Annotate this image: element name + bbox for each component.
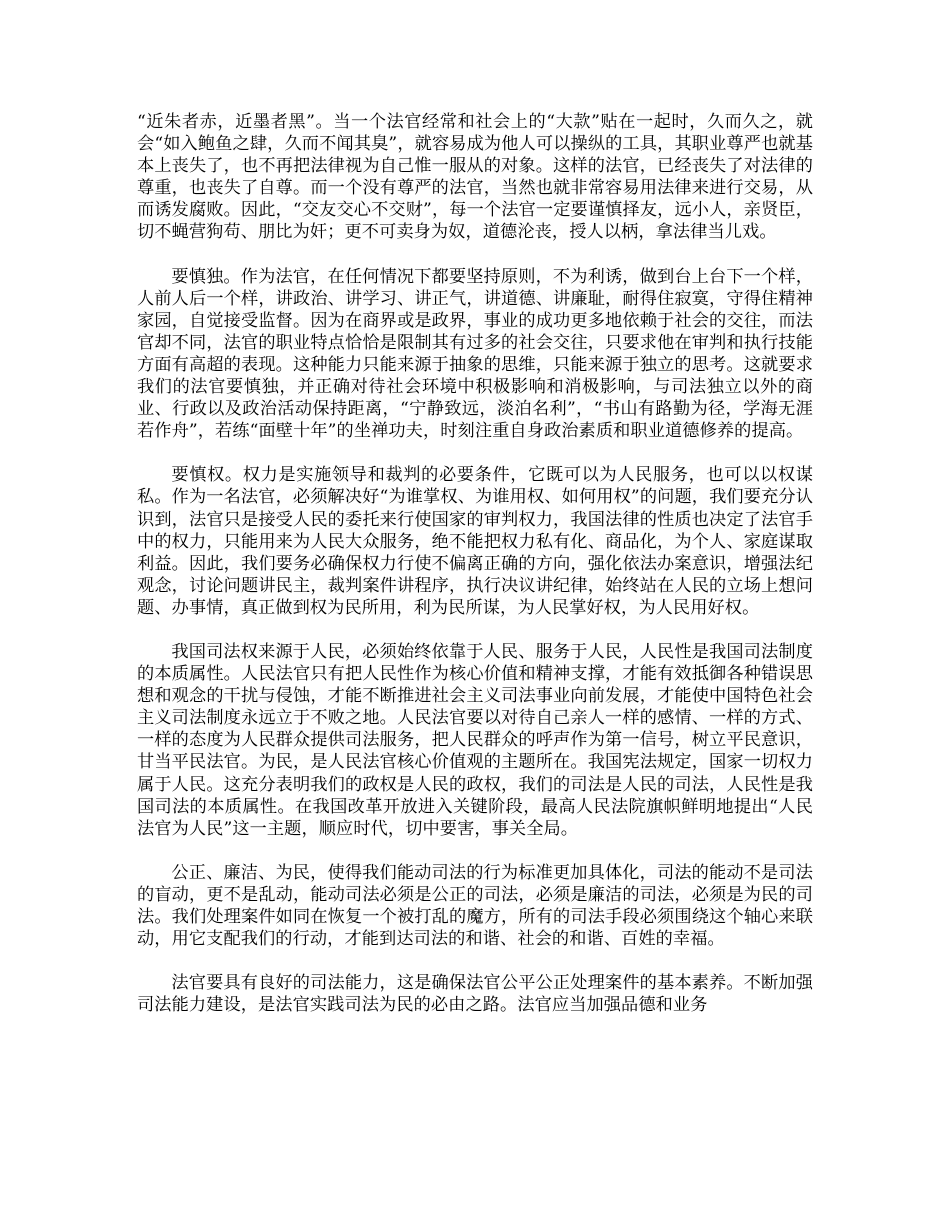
paragraph-justice: 公正、廉洁、为民，使得我们能动司法的行为标准更加具体化，司法的能动不是司法的盲动，更不是乱动，能动司法必须是公正的司法，必须是廉洁的司法，必须是为民的司法。我们处理案件如同在恢复一个被打乱的魔方，所有的司法手段必须围绕这个轴心来联动，用它支配我们的行动，才能到达司法的和谐、社会的和谐、百姓的幸福。: [137, 862, 813, 950]
document-page: [137, 111, 813, 1016]
paragraph-ability: 法官要具有良好的司法能力，这是确保法官公平公正处理案件的基本素养。不断加强司法能力建设，是法官实践司法为民的必由之路。法官应当加强品德和业务: [137, 973, 813, 1016]
paragraph-friends: “近朱者赤，近墨者黑”。当一个法官经常和社会上的“大款”贴在一起时，久而久之，就会“如入鲍鱼之肆，久而不闻其臭”，就容易成为他人可以操纵的工具，其职业尊严也就基本上丧失了，也不再把法律视为自己惟一服从的对象。这样的法官，已经丧失了对法律的尊重，也丧失了自尊。而一个没有尊严的法官，当然也就非常容易用法律来进行交易，从而诱发腐败。因此，“交友交心不交财”，每一个法官一定要谨慎择友，远小人，亲贤臣，切不蝇营狗苟、朋比为奸；更不可卖身为奴，道德沦丧，授人以柄，拿法律当儿戏。: [137, 112, 813, 243]
paragraph-power: 要慎权。权力是实施领导和裁判的必要条件，它既可以为人民服务，也可以以权谋私。作为一名法官，必须解决好“为谁掌权、为谁用权、如何用权”的问题，我们要充分认识到，法官只是接受人民的委托来行使国家的审判权力，我国法律的性质也决定了法官手中的权力，只能用来为人民大众服务，绝不能把权力私有化、商品化，为个人、家庭谋取利益。因此，我们要务必确保权力行使不偏离正确的方向，强化依法办案意识，增强法纪观念，讨论问题讲民主，裁判案件讲程序，执行决议讲纪律，始终站在人民的立场上想问题、办事情，真正做到权为民所用，利为民所谋，为人民掌好权，为人民用好权。: [137, 465, 813, 618]
paragraph-people: 我国司法权来源于人民，必须始终依靠于人民、服务于人民，人民性是我国司法制度的本质属性。人民法官只有把人民性作为核心价值和精神支撑，才能有效抵御各种错误思想和观念的干扰与侵蚀，才能不断推进社会主义司法事业向前发展，才能使中国特色社会主义司法制度永远立于不败之地。人民法官要以对待自己亲人一样的感情、一样的方式、一样的态度为人民群众提供司法服务，把人民群众的呼声作为第一信号，树立平民意识，甘当平民法官。为民，是人民法官核心价值观的主题所在。我国宪法规定，国家一切权力属于人民。这充分表明我们的政权是人民的政权，我们的司法是人民的司法，人民性是我国司法的本质属性。在我国改革开放进入关键阶段，最高人民法院旗帜鲜明地提出“人民法官为人民”这一主题，顺应时代，切中要害，事关全局。: [137, 641, 813, 839]
paragraph-self-discipline: 要慎独。作为法官，在任何情况下都要坚持原则，不为利诱，做到台上台下一个样，人前人后一个样，讲政治、讲学习、讲正气，讲道德、讲廉耻，耐得住寂寞，守得住精神家园，自觉接受监督。因为在商界或是政界，事业的成功更多地依赖于社会的交往，而法官却不同，法官的职业特点恰恰是限制其有过多的社会交往，只要求他在审判和执行技能方面有高超的表现。这种能力只能来源于抽象的思维，只能来源于独立的思考。这就要求我们的法官要慎独，并正确对待社会环境中积极影响和消极影响，与司法独立以外的商业、行政以及政治活动保持距离，“宁静致远，淡泊名利”，“书山有路勤为径，学海无涯若作舟”，若练“面壁十年”的坐禅功夫，时刻注重自身政治素质和职业道德修养的提高。: [137, 266, 813, 442]
